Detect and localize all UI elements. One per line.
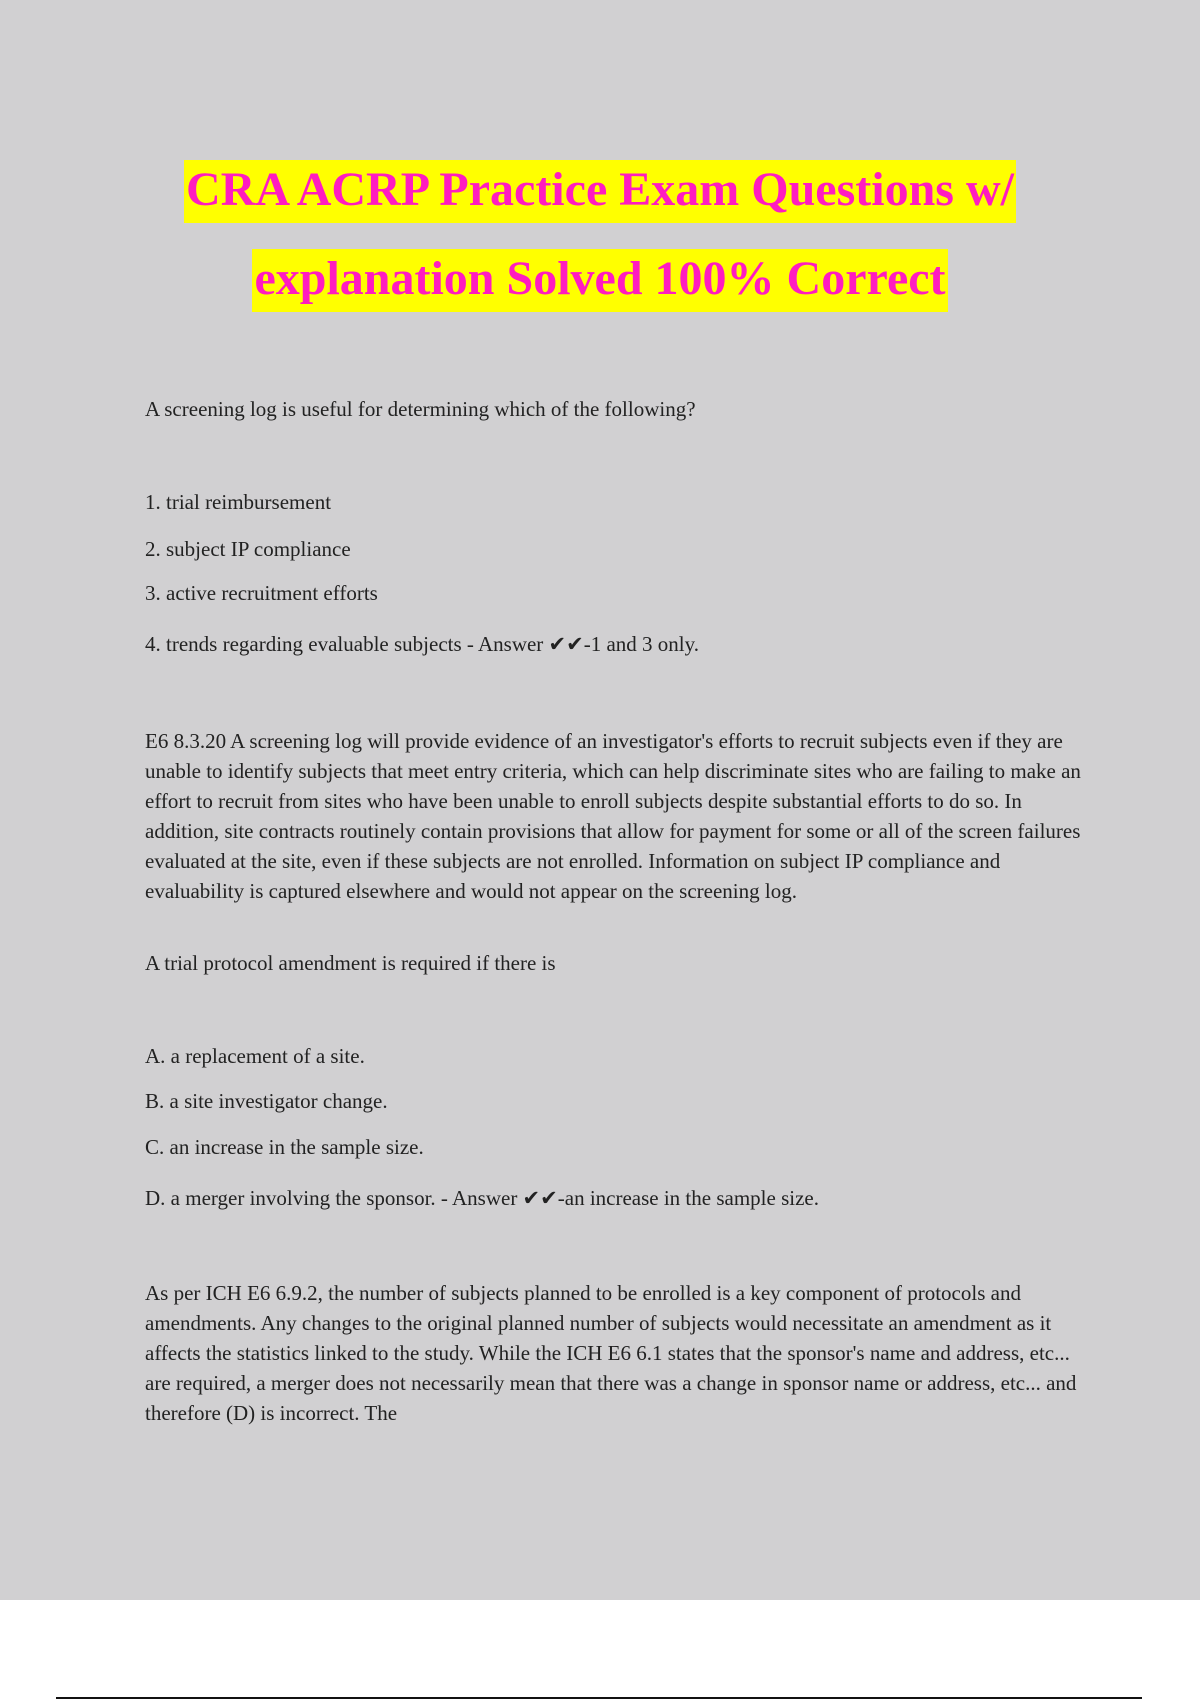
question-1-option-1: 1. trial reimbursement bbox=[145, 490, 332, 514]
title-line-1: CRA ACRP Practice Exam Questions w/ bbox=[184, 160, 1016, 223]
document-title bbox=[0, 160, 1200, 312]
page-bottom-rule bbox=[56, 1697, 1142, 1699]
question-2-option-a: A. a replacement of a site. bbox=[145, 1044, 365, 1068]
question-1-option-2: 2. subject IP compliance bbox=[145, 537, 351, 561]
question-1-option-4-answer: 4. trends regarding evaluable subjects - Answer ✔✔-1 and 3 only. bbox=[145, 632, 700, 656]
title-line-2: explanation Solved 100% Correct bbox=[252, 249, 947, 312]
question-2-option-c: C. an increase in the sample size. bbox=[145, 1135, 424, 1159]
question-1-option-3: 3. active recruitment efforts bbox=[145, 581, 378, 605]
question-2-explanation: As per ICH E6 6.9.2, the number of subjects planned to be enrolled is a key component of protocols and amendments. Any changes to the original planned number of subjects would necessitate an amendment as it affects the statistics linked to the study. While the ICH E6 6.1 states that the sponsor's name and address, etc... are required, a merger does not necessarily mean that there was a change in sponsor name or address, etc... and therefore (D) is incorrect. The bbox=[145, 1281, 1077, 1425]
question-2-text: A trial protocol amendment is required if there is bbox=[145, 951, 556, 975]
question-2-option-b: B. a site investigator change. bbox=[145, 1089, 388, 1113]
question-2-option-d-answer: D. a merger involving the sponsor. - Answer ✔✔-an increase in the sample size. bbox=[145, 1186, 819, 1210]
question-1-text: A screening log is useful for determining which of the following? bbox=[145, 397, 696, 421]
question-1-explanation: E6 8.3.20 A screening log will provide evidence of an investigator's efforts to recruit subjects even if they are unable to identify subjects that meet entry criteria, which can help discriminate sites who are failing to make an effort to recruit from sites who have been unable to enroll subjects despite substantial efforts to do so. In addition, site contracts routinely contain provisions that allow for payment for some or all of the screen failures evaluated at the site, even if these subjects are not enrolled. Information on subject IP compliance and evaluability is captured elsewhere and would not appear on the screening log. bbox=[145, 729, 1081, 903]
